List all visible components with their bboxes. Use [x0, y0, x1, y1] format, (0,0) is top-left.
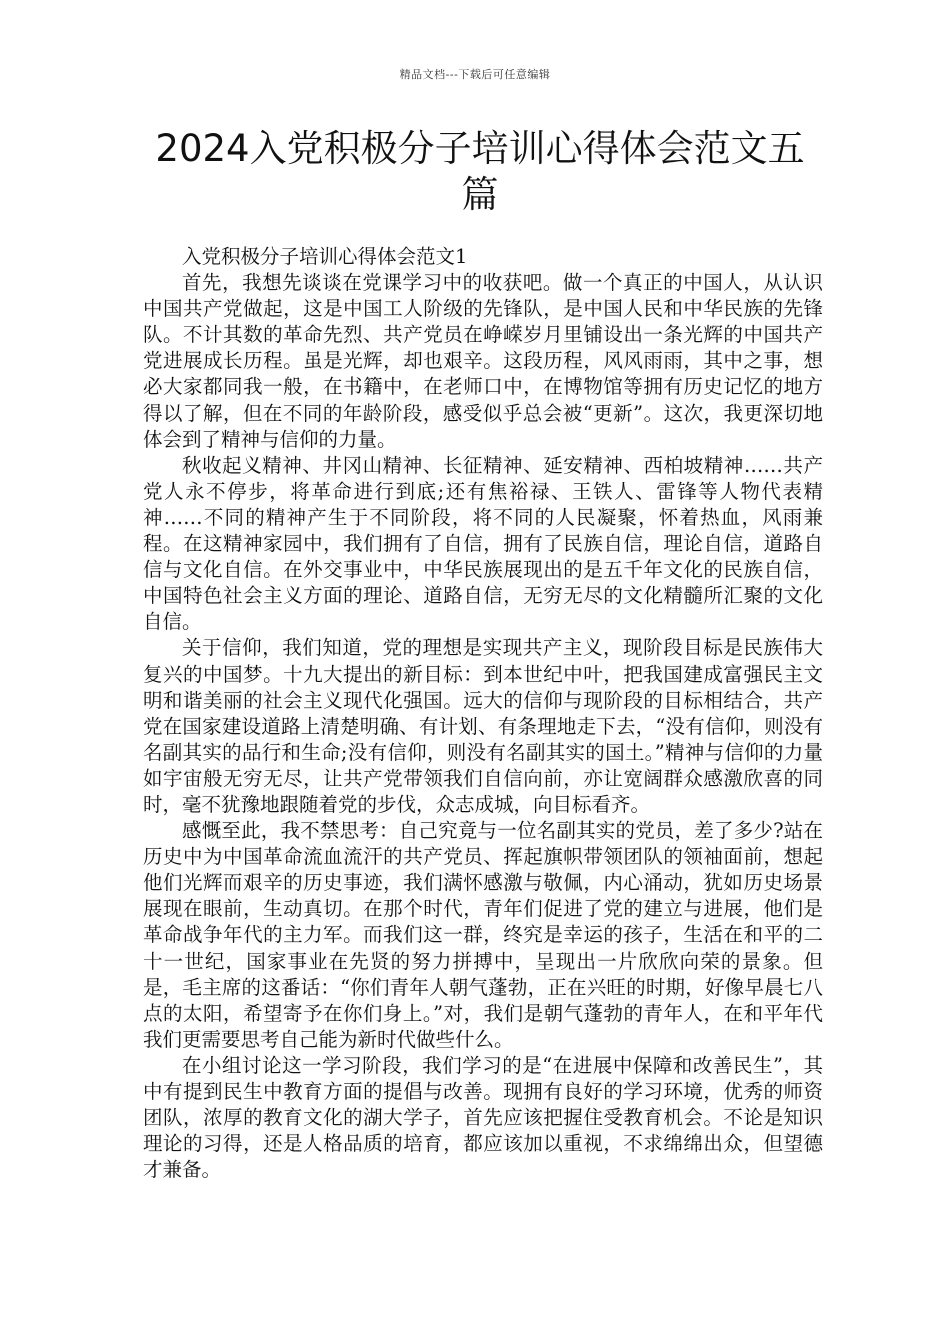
paragraph-2: 秋收起义精神、井冈山精神、长征精神、延安精神、西柏坡精神……共产党人永不停步，将革命进行到底;还有焦裕禄、王铁人、雷锋等人物代表精神……不同的精神产生于不同阶段，将不同的人民凝聚，怀着热血，风雨兼程。在这精神家园中，我们拥有了自信，拥有了民族自信，理论自信，道路自信与文化自信。在外交事业中，中华民族展现出的是五千年文化的民族自信，中国特色社会主义方面的理论、道路自信，无穷无尽的文化精髓所汇聚的文化自信。: [143, 453, 823, 634]
section-heading: 入党积极分子培训心得体会范文1: [182, 245, 468, 268]
paragraph-1: 首先，我想先谈谈在党课学习中的收获吧。做一个真正的中国人，从认识中国共产党做起，这是中国工人阶级的先锋队，是中国人民和中华民族的先锋队。不计其数的革命先烈、共产党员在峥嵘岁月里铺设出一条光辉的中国共产党进展成长历程。虽是光辉，却也艰辛。这段历程，风风雨雨，其中之事，想必大家都同我一般，在书籍中，在老师口中，在博物馆等拥有历史记忆的地方得以了解，但在不同的年龄阶段，感受似乎总会被“更新”。这次，我更深切地体会到了精神与信仰的力量。: [143, 271, 823, 451]
document-body: [143, 244, 823, 1183]
paragraph-3: 关于信仰，我们知道，党的理想是实现共产主义，现阶段目标是民族伟大复兴的中国梦。十九大提出的新目标：到本世纪中叶，把我国建成富强民主文明和谐美丽的社会主义现代化强国。远大的信仰与现阶段的目标相结合，共产党在国家建设道路上清楚明确、有计划、有条理地走下去，“没有信仰，则没有名副其实的品行和生命;没有信仰，则没有名副其实的国土。”精神与信仰的力量如宇宙般无穷无尽，让共产党带领我们自信向前，亦让宽阔群众感激欣喜的同时，毫不犹豫地跟随着党的步伐，众志成城，向目标看齐。: [143, 636, 823, 816]
paragraph-4: 感慨至此，我不禁思考：自己究竟与一位名副其实的党员，差了多少?站在历史中为中国革命流血流汗的共产党员、挥起旗帜带领团队的领袖面前，想起他们光辉而艰辛的历史事迹，我们满怀感激与敬佩，内心涌动，犹如历史场景展现在眼前，生动真切。在那个时代，青年们促进了党的建立与进展，他们是革命战争年代的主力军。而我们这一群，终究是幸运的孩子，生活在和平的二十一世纪，国家事业在先贤的努力拼搏中，呈现出一片欣欣向荣的景象。但是，毛主席的这番话：“你们青年人朝气蓬勃，正在兴旺的时期，好像早晨七八点的太阳，希望寄予在你们身上。”对，我们是朝气蓬勃的青年人，在和平年代我们更需要思考自己能为新时代做些什么。: [143, 819, 823, 1051]
paragraph-5: 在小组讨论这一学习阶段，我们学习的是“在进展中保障和改善民生”，其中有提到民生中教育方面的提倡与改善。现拥有良好的学习环境，优秀的师资团队，浓厚的教育文化的湖大学子，首先应该把握住受教育机会。不论是知识理论的习得，还是人格品质的培育，都应该加以重视，不求绵绵出众，但望德才兼备。: [143, 1053, 823, 1182]
document-title: 2024入党积极分子培训心得体会范文五篇: [155, 127, 805, 216]
header-note: 精品文档---下载后可任意编辑: [399, 68, 551, 81]
